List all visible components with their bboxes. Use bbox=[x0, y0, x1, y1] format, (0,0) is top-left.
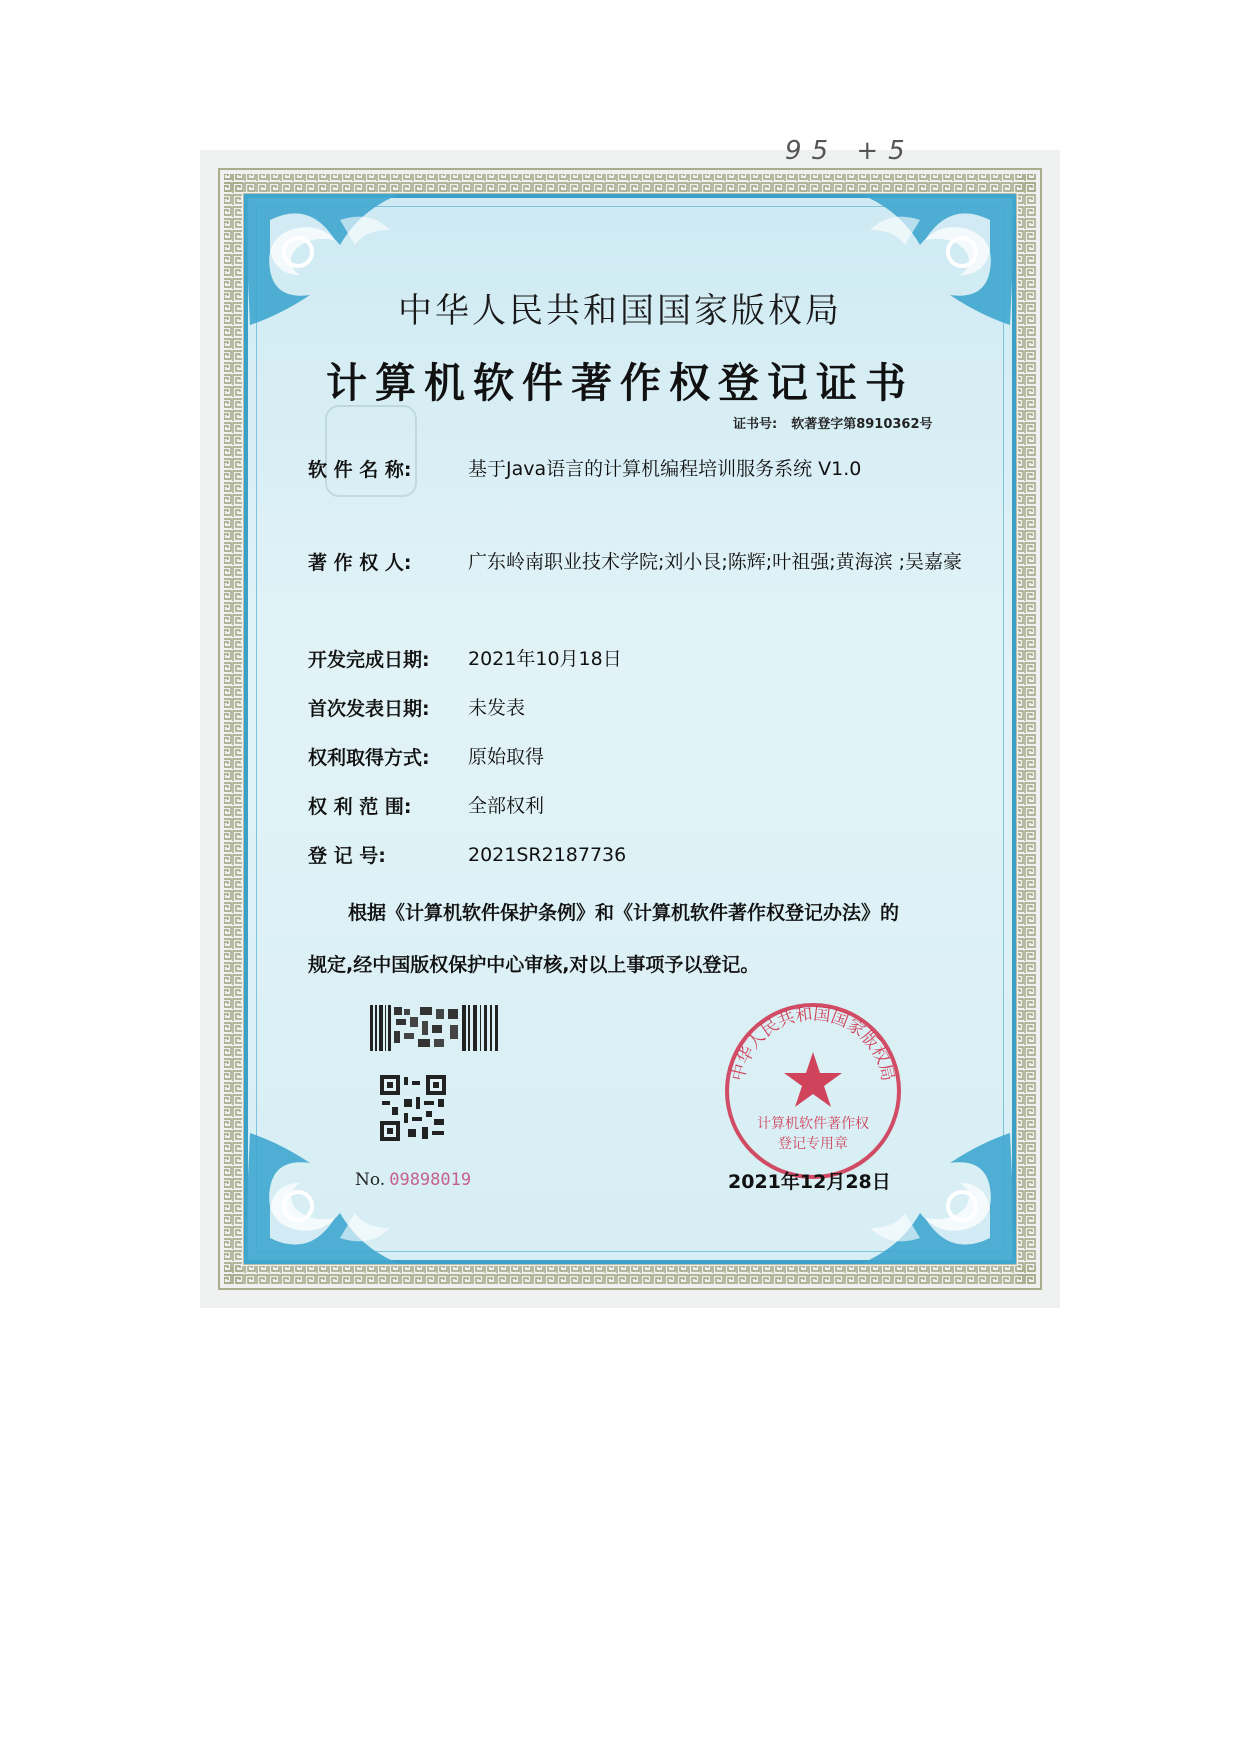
field-first-publication bbox=[308, 694, 968, 722]
serial-number bbox=[355, 1170, 471, 1190]
serial-label: No. bbox=[355, 1170, 386, 1190]
certificate-title: 计算机软件著作权登记证书 bbox=[326, 359, 914, 407]
certificate-number-label: 证书号: bbox=[733, 417, 778, 432]
field-label: 登 记 号: bbox=[308, 845, 386, 867]
field-value: 全部权利 bbox=[468, 795, 545, 817]
statement-line-2: 规定,经中国版权保护中心审核,对以上事项予以登记。 bbox=[308, 954, 760, 976]
field-label: 权 利 范 围: bbox=[308, 796, 412, 818]
issue-date: 2021年12月28日 bbox=[728, 1171, 891, 1193]
field-label: 著 作 权 人: bbox=[308, 552, 412, 574]
issuer-title: 中华人民共和国国家版权局 bbox=[398, 291, 842, 331]
field-value: 2021SR2187736 bbox=[468, 844, 627, 866]
field-value: 未发表 bbox=[468, 697, 526, 719]
statement-line-1: 根据《计算机软件保护条例》和《计算机软件著作权登记办法》的 bbox=[348, 902, 900, 924]
qr-code-icon bbox=[380, 1075, 446, 1141]
field-value: 原始取得 bbox=[468, 746, 545, 768]
official-seal-icon bbox=[722, 1000, 904, 1182]
field-label: 软 件 名 称: bbox=[308, 459, 412, 481]
seal-inner-line-1: 计算机软件著作权 bbox=[757, 1116, 869, 1132]
field-label: 权利取得方式: bbox=[308, 747, 430, 769]
barcode-icon bbox=[370, 1005, 498, 1051]
field-label: 开发完成日期: bbox=[308, 649, 430, 671]
field-label: 首次发表日期: bbox=[308, 698, 430, 720]
seal-outer-text: 中华人民共和国国家版权局 bbox=[728, 1004, 898, 1084]
field-copyright-owner bbox=[308, 548, 968, 576]
certificate-number-value: 软著登字第8910362号 bbox=[791, 417, 933, 432]
field-value: 基于Java语言的计算机编程培训服务系统 V1.0 bbox=[468, 458, 862, 480]
field-scope bbox=[308, 792, 968, 820]
seal-inner-line-2: 登记专用章 bbox=[778, 1136, 848, 1152]
field-completion-date bbox=[308, 645, 968, 673]
serial-value: 09898019 bbox=[389, 1170, 472, 1190]
field-value: 广东岭南职业技术学院;刘小艮;陈辉;叶祖强;黄海滨 ;吴嘉豪 bbox=[468, 551, 963, 573]
field-acquisition bbox=[308, 743, 968, 771]
watermark-emblem-icon bbox=[325, 405, 417, 497]
handwritten-note: 95 +5 bbox=[785, 136, 915, 166]
field-registration-no bbox=[308, 841, 968, 869]
field-software-name bbox=[308, 455, 968, 483]
corner-ornament-icon bbox=[240, 1128, 410, 1268]
field-value: 2021年10月18日 bbox=[468, 648, 622, 670]
certificate-number bbox=[733, 413, 933, 432]
